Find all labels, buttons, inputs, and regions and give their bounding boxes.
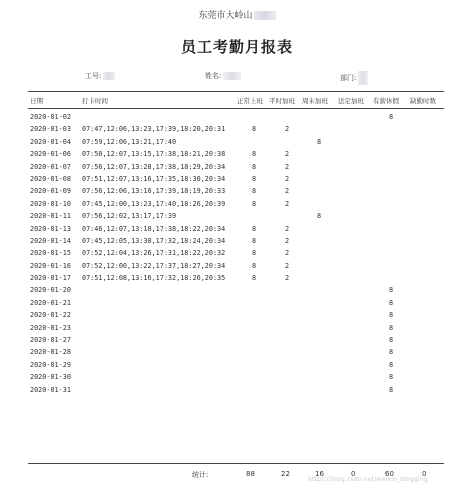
cell-weekday-overtime: 2 [284, 125, 290, 134]
report-title: 员工考勤月报表 [180, 38, 293, 56]
column-header-weekend-overtime: 周末加班 [302, 97, 328, 105]
table-top-rule [28, 91, 444, 92]
employee-name-field [205, 71, 241, 81]
cell-date: 2020-01-14 [30, 236, 71, 245]
table-row [0, 212, 474, 224]
column-header-punch-time: 打卡时间 [82, 97, 108, 105]
cell-date: 2020-01-30 [30, 373, 71, 382]
cell-weekday-overtime: 2 [284, 274, 290, 283]
total-holiday-overtime: 0 [351, 470, 356, 478]
cell-punch-time: 07:51,12:07,13:16,17:35,18:30,20:34 [82, 174, 226, 183]
table-row [0, 262, 474, 274]
table-row [0, 373, 474, 385]
column-header-absence-hours: 缺勤时数 [410, 97, 436, 105]
cell-date: 2020-01-10 [30, 199, 71, 208]
table-row [0, 361, 474, 373]
cell-date: 2020-01-06 [30, 150, 71, 159]
cell-weekday-overtime: 2 [284, 224, 290, 233]
table-row [0, 237, 474, 249]
redacted-blur [103, 72, 115, 80]
cell-weekday-overtime: 2 [284, 174, 290, 183]
table-row [0, 249, 474, 261]
cell-weekday-overtime: 2 [284, 187, 290, 196]
cell-date: 2020-01-07 [30, 162, 71, 171]
cell-normal-work: 8 [251, 162, 257, 171]
table-row [0, 299, 474, 311]
cell-normal-work: 8 [251, 274, 257, 283]
table-header-rule [28, 108, 444, 109]
cell-date: 2020-01-23 [30, 323, 71, 332]
cell-paid-leave: 8 [388, 385, 394, 394]
cell-punch-time: 07:56,12:02,13:17,17:39 [82, 212, 177, 221]
work-number-label: 工号: [85, 72, 102, 80]
cell-weekday-overtime: 2 [284, 261, 290, 270]
cell-weekend-overtime: 8 [316, 212, 322, 221]
cell-punch-time: 07:52,12:00,13:22,17:37,18:27,20:34 [82, 261, 226, 270]
table-row [0, 274, 474, 286]
table-row [0, 125, 474, 137]
table-body [0, 113, 474, 398]
cell-punch-time: 07:56,12:07,13:28,17:38,18:29,20:34 [82, 162, 226, 171]
cell-punch-time: 07:59,12:06,13:21,17:40 [82, 137, 177, 146]
cell-date: 2020-01-02 [30, 113, 71, 121]
cell-date: 2020-01-20 [30, 286, 71, 295]
cell-date: 2020-01-17 [30, 274, 71, 283]
column-header-holiday-overtime: 法定加班 [338, 97, 364, 105]
redacted-blur [358, 71, 368, 85]
redacted-blur [254, 11, 276, 20]
cell-punch-time: 07:52,12:04,13:26,17:31,18:22,20:32 [82, 249, 226, 258]
redacted-blur [223, 72, 241, 80]
cell-paid-leave: 8 [388, 360, 394, 369]
table-row [0, 175, 474, 187]
total-normal-work: 88 [246, 470, 255, 478]
table-row [0, 324, 474, 336]
cell-date: 2020-01-21 [30, 298, 71, 307]
table-row [0, 187, 474, 199]
cell-normal-work: 8 [251, 224, 257, 233]
cell-date: 2020-01-09 [30, 187, 71, 196]
cell-weekday-overtime: 2 [284, 162, 290, 171]
column-header-weekday-overtime: 平时加班 [269, 97, 295, 105]
employee-name-label: 姓名: [205, 72, 222, 80]
cell-date: 2020-01-27 [30, 336, 71, 345]
cell-weekend-overtime: 8 [316, 137, 322, 146]
column-header-paid-leave: 有薪休假 [373, 97, 399, 105]
cell-paid-leave: 8 [388, 336, 394, 345]
table-row [0, 286, 474, 298]
table-row [0, 348, 474, 360]
cell-normal-work: 8 [251, 150, 257, 159]
table-row [0, 113, 474, 125]
cell-normal-work: 8 [251, 199, 257, 208]
total-absence-hours: 0 [422, 470, 427, 478]
cell-normal-work: 8 [251, 249, 257, 258]
cell-punch-time: 07:46,12:07,13:18,17:38,18:22,20:34 [82, 224, 226, 233]
cell-date: 2020-01-29 [30, 360, 71, 369]
cell-paid-leave: 8 [388, 286, 394, 295]
cell-normal-work: 8 [251, 187, 257, 196]
cell-paid-leave: 8 [388, 311, 394, 320]
cell-date: 2020-01-22 [30, 311, 71, 320]
cell-punch-time: 07:45,12:00,13:23,17:40,18:26,20:39 [82, 199, 226, 208]
cell-punch-time: 07:45,12:05,13:30,17:32,18:24,20:34 [82, 236, 226, 245]
totals-label: 统计: [192, 471, 209, 479]
department-label: 部门: [340, 74, 357, 82]
cell-paid-leave: 8 [388, 113, 394, 121]
watermark-text: https://blog.csdn.net/weixin_blogging [308, 476, 428, 483]
table-row [0, 225, 474, 237]
cell-punch-time: 07:50,12:07,13:15,17:38,18:21,20:38 [82, 150, 226, 159]
work-number-field [85, 71, 115, 81]
cell-punch-time: 07:47,12:06,13:23,17:39,18:20,20:31 [82, 125, 226, 134]
total-weekday-overtime: 22 [281, 470, 290, 478]
cell-weekday-overtime: 2 [284, 199, 290, 208]
cell-date: 2020-01-13 [30, 224, 71, 233]
company-name [0, 8, 474, 21]
department-field [340, 71, 368, 85]
cell-paid-leave: 8 [388, 348, 394, 357]
table-row [0, 138, 474, 150]
cell-date: 2020-01-16 [30, 261, 71, 270]
cell-date: 2020-01-04 [30, 137, 71, 146]
column-header-date: 日期 [30, 97, 43, 105]
table-row [0, 311, 474, 323]
company-name-text: 东莞市大岭山 [198, 11, 253, 21]
column-header-normal-work: 正常上班 [237, 97, 263, 105]
total-weekend-overtime: 16 [315, 470, 324, 478]
cell-normal-work: 8 [251, 236, 257, 245]
cell-weekday-overtime: 2 [284, 150, 290, 159]
cell-normal-work: 8 [251, 125, 257, 134]
table-row [0, 386, 474, 398]
cell-date: 2020-01-28 [30, 348, 71, 357]
cell-paid-leave: 8 [388, 298, 394, 307]
cell-date: 2020-01-31 [30, 385, 71, 394]
cell-normal-work: 8 [251, 174, 257, 183]
cell-date: 2020-01-03 [30, 125, 71, 134]
cell-normal-work: 8 [251, 261, 257, 270]
cell-date: 2020-01-11 [30, 212, 71, 221]
table-row [0, 336, 474, 348]
total-paid-leave: 60 [385, 470, 394, 478]
cell-paid-leave: 8 [388, 373, 394, 382]
cell-weekday-overtime: 2 [284, 249, 290, 258]
cell-punch-time: 07:51,12:08,13:16,17:32,18:26,20:35 [82, 274, 226, 283]
cell-punch-time: 07:56,12:06,13:16,17:39,18:19,20:33 [82, 187, 226, 196]
cell-paid-leave: 8 [388, 323, 394, 332]
table-row [0, 150, 474, 162]
table-row [0, 200, 474, 212]
table-row [0, 163, 474, 175]
cell-weekday-overtime: 2 [284, 236, 290, 245]
cell-date: 2020-01-08 [30, 174, 71, 183]
table-bottom-rule [28, 463, 444, 464]
cell-date: 2020-01-15 [30, 249, 71, 258]
table-header [0, 96, 474, 106]
